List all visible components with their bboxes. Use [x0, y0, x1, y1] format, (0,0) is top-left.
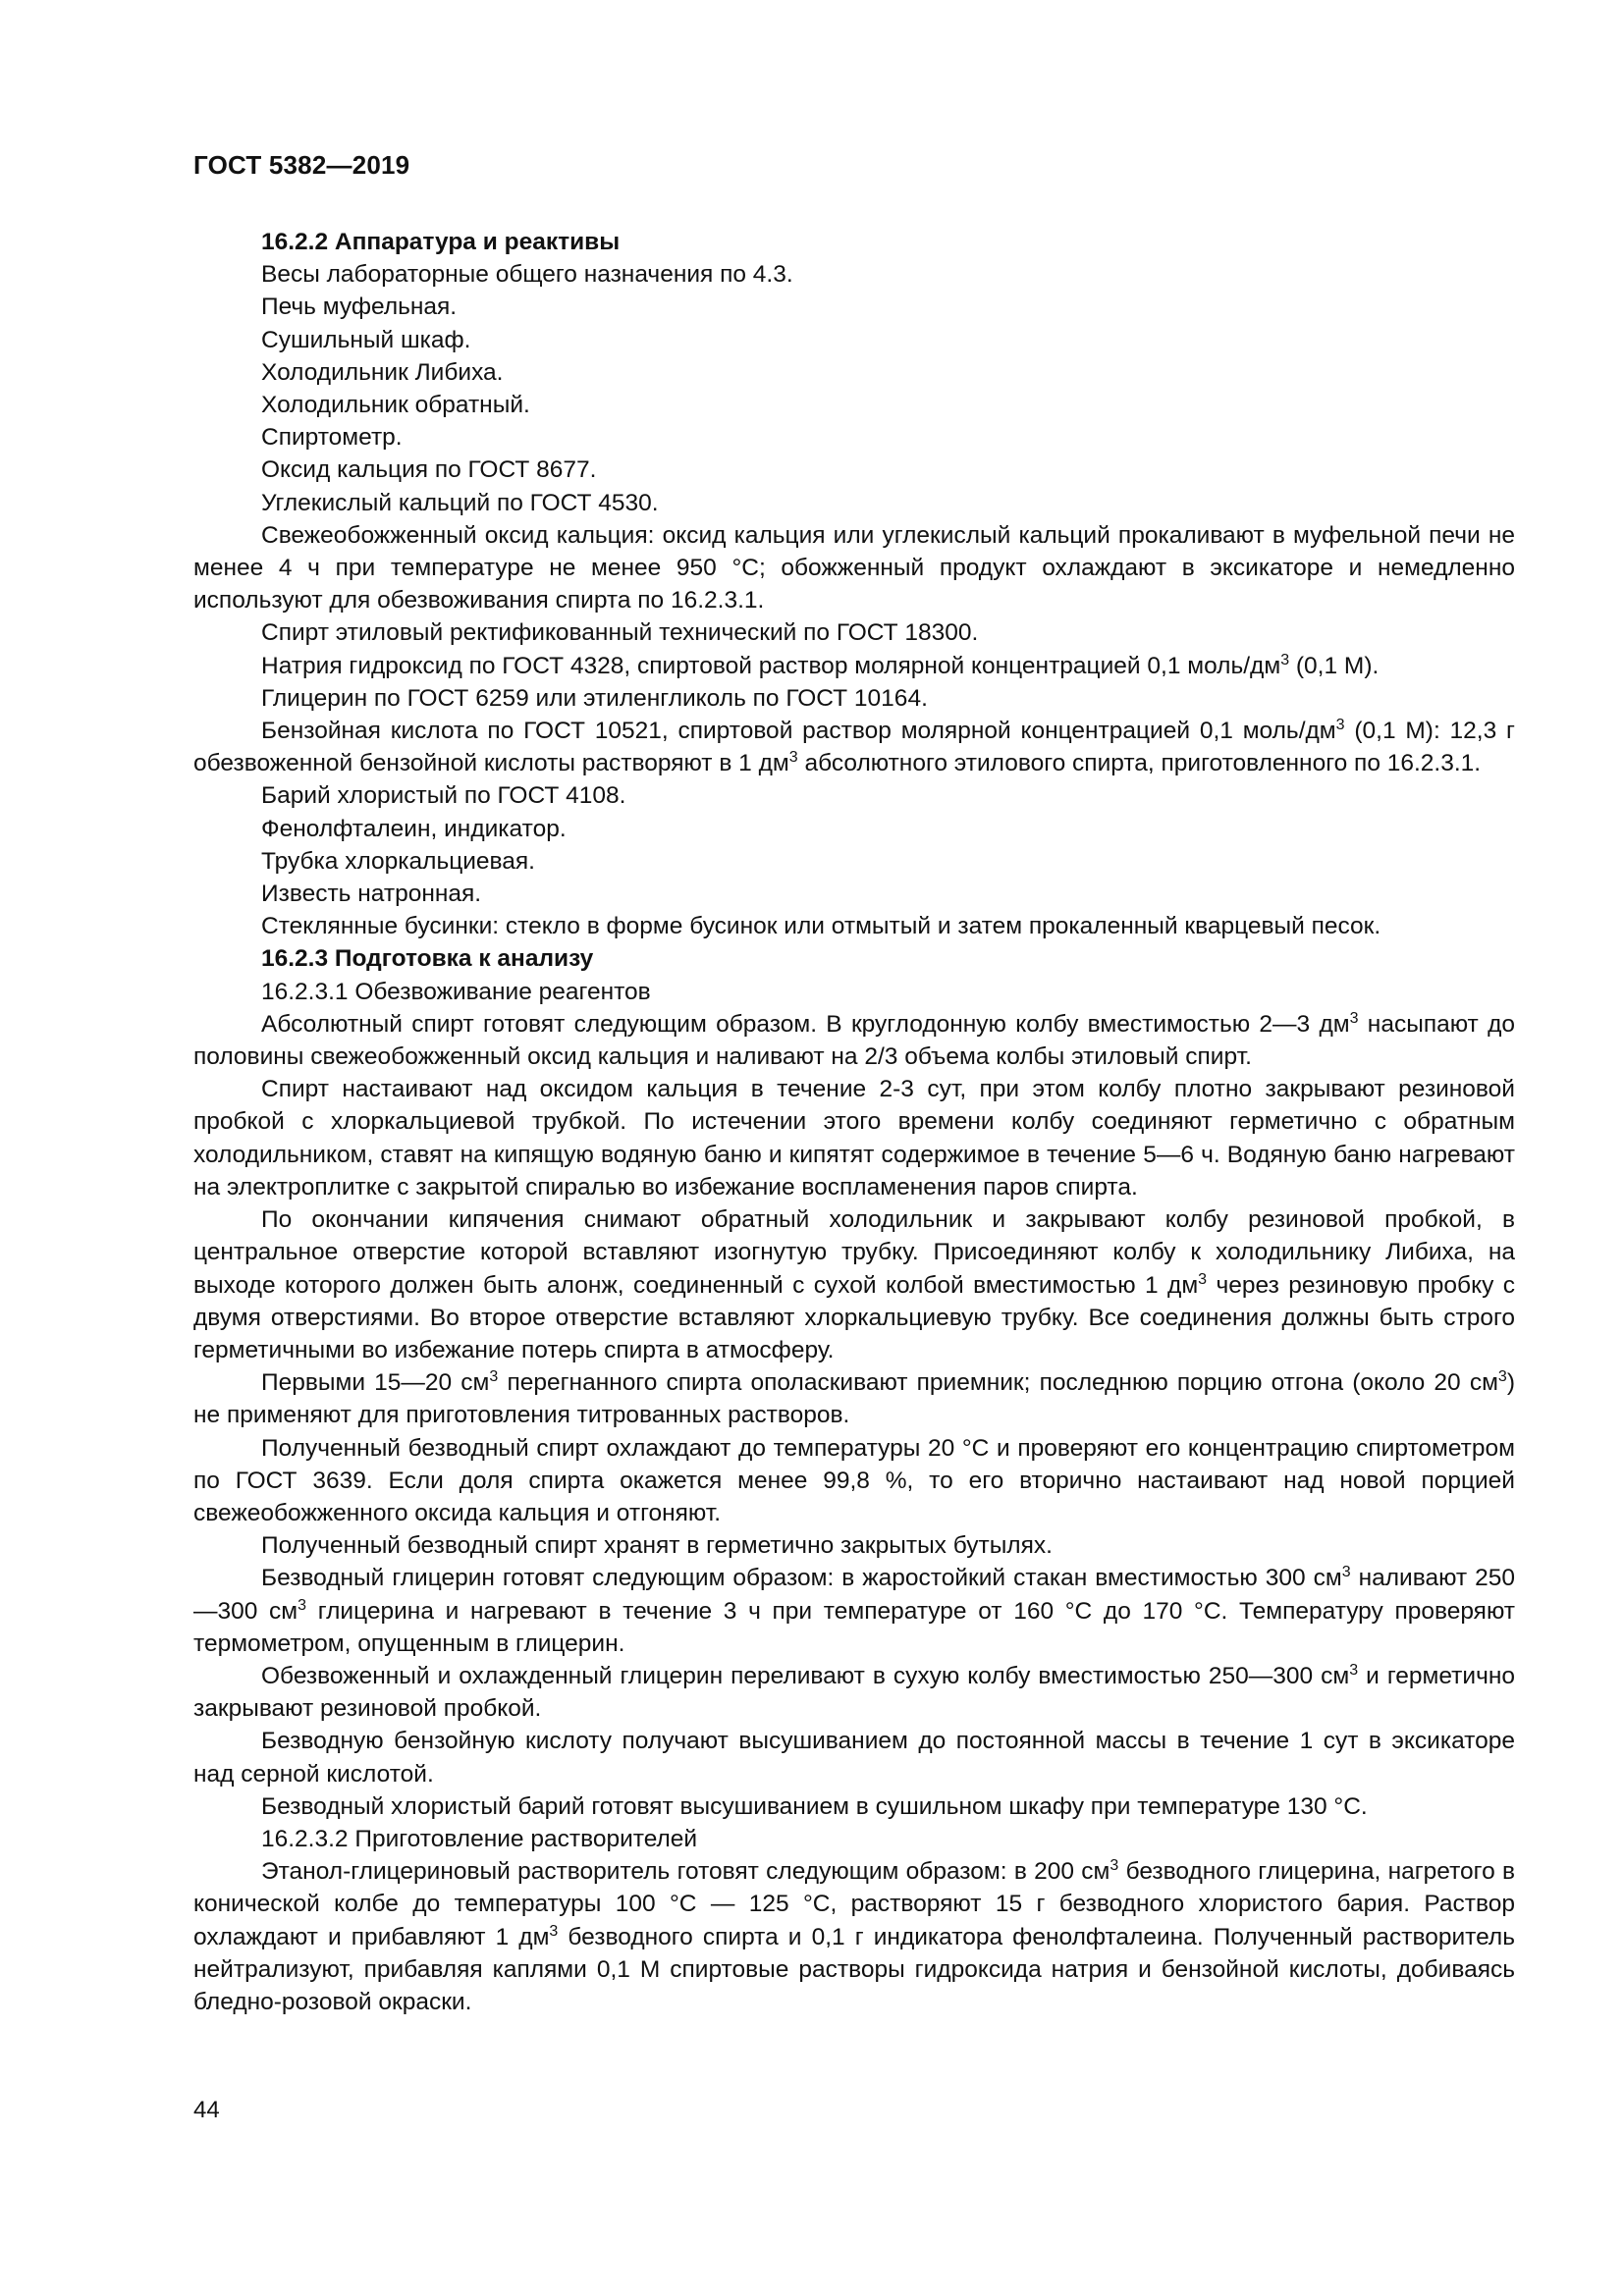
paragraph: Безводный глицерин готовят следующим образом: в жаростойкий стакан вместимостью 300 $см^3$ наливают 250—300 $см^3$ глицерина и нагревают в течение 3 ч при температуре от 160 °С до 170 °С. Температуру проверяют термометром, опущенным в глицерин.: [193, 1564, 1516, 1657]
paragraph: Натрия гидроксид по ГОСТ 4328, спиртовой раствор молярной концентрацией 0,1 моль/$дм^3$ (0,1 М).: [261, 651, 1380, 679]
section-heading: 16.2.2 Аппаратура и реактивы: [261, 229, 621, 255]
paragraph: Спирт этиловый ректификованный технический по ГОСТ 18300.: [261, 619, 979, 647]
paragraph: Свежеобожженный оксид кальция: оксид кальция или углекислый кальций прокаливают в муфельной печи не менее 4 ч при температуре не менее 950 °С; обожженный продукт охлаждают в эксикаторе и немедленно используют для обезвоживания спирта по 16.2.3.1.: [193, 521, 1515, 614]
paragraph: Холодильник Либиха.: [261, 358, 504, 386]
paragraph: 16.2.3.2 Приготовление растворителей: [261, 1825, 698, 1852]
paragraph: Полученный безводный спирт охлаждают до температуры 20 °С и проверяют его концентрацию спиртометром по ГОСТ 3639. Если доля спирта окажется менее 99,8 %, то его вторично настаивают над новой порцией свежеобожженного оксида кальция и отгоняют.: [193, 1434, 1515, 1526]
paragraph: Барий хлористый по ГОСТ 4108.: [261, 782, 626, 810]
paragraph: Безводную бензойную кислоту получают высушиванием до постоянной массы в течение 1 сут в эксикаторе над серной кислотой.: [193, 1728, 1515, 1788]
paragraph: Этанол-глицериновый растворитель готовят следующим образом: в 200 $см^3$ безводного глицерина, нагретого в конической колбе до температуры 100 °С — 125 °С, растворяют 15 г безводного хлористого бария. Раствор охлаждают и прибавляют 1 $дм^3$ безводного спирта и 0,1 г индикатора фенолфталеина. Полученный растворитель нейтрализуют, прибавляя каплями 0,1 М спиртовые растворы гидроксида натрия и бензойной кислоты, добиваясь бледно-розовой окраски.: [193, 1857, 1515, 2015]
paragraph: 16.2.3.1 Обезвоживание реагентов: [261, 978, 651, 1005]
paragraph: Известь натронная.: [261, 881, 482, 908]
paragraph: Спиртометр.: [261, 424, 403, 452]
paragraph: Абсолютный спирт готовят следующим образом. В круглодонную колбу вместимостью 2—3 $дм^3$ насыпают до половины свежеобожженный оксид кальция и наливают на 2/3 объема колбы этиловый спирт.: [193, 1009, 1515, 1071]
paragraph: Бензойная кислота по ГОСТ 10521, спиртовой раствор молярной концентрацией 0,1 моль/$дм^3$ (0,1 М): 12,3 г обезвоженной бензойной кислоты растворяют в 1 $дм^3$ абсолютного этилового спирта, приготовленного по 16.2.3.1.: [193, 717, 1515, 777]
paragraph: Печь муфельная.: [261, 294, 458, 321]
body-text: [193, 226, 1515, 2018]
paragraph: Холодильник обратный.: [261, 392, 530, 419]
paragraph: Фенолфталеин, индикатор.: [261, 815, 567, 842]
paragraph: Глицерин по ГОСТ 6259 или этиленгликоль по ГОСТ 10164.: [261, 684, 928, 712]
paragraph: Обезвоженный и охлажденный глицерин переливают в сухую колбу вместимостью 250—300 $см^3$ и герметично закрывают резиновой пробкой.: [193, 1661, 1515, 1723]
paragraph: Трубка хлоркальциевая.: [261, 847, 535, 875]
document-id-header: ГОСТ 5382—2019: [193, 150, 410, 180]
paragraph: Спирт настаивают над оксидом кальция в течение 2-3 сут, при этом колбу плотно закрывают резиновой пробкой с хлоркальциевой трубкой. По истечении этого времени колбу соединяют герметично с обратным холодильником, ставят на кипящую водяную баню и кипятят содержимое в течение 5—6 ч. Водяную баню нагревают на электроплитке с закрытой спиралью во избежание воспламенения паров спирта.: [193, 1076, 1515, 1201]
paragraph: Безводный хлористый барий готовят высушиванием в сушильном шкафу при температуре 130 °С.: [261, 1792, 1368, 1820]
paragraph: Оксид кальция по ГОСТ 8677.: [261, 456, 597, 484]
section-heading: 16.2.3 Подготовка к анализу: [261, 945, 594, 973]
paragraph: Первыми 15—20 $см^3$ перегнанного спирта ополаскивают приемник; последнюю порцию отгона (около 20 $см^3$) не применяют для приготовления титрованных растворов.: [193, 1368, 1515, 1429]
paragraph: Полученный безводный спирт хранят в герметично закрытых бутылях.: [261, 1532, 1053, 1560]
paragraph: Сушильный шкаф.: [261, 326, 471, 353]
paragraph: Углекислый кальций по ГОСТ 4530.: [261, 489, 659, 516]
paragraph: По окончании кипячения снимают обратный холодильник и закрывают колбу резиновой пробкой, в центральное отверстие которой вставляют изогнутую трубку. Присоединяют колбу к холодильнику Либиха, на выходе которого должен быть алонж, соединенный с сухой колбой вместимостью 1 $дм^3$ через резиновую пробку с двумя отверстиями. Во второе отверстие вставляют хлоркальциевую трубку. Все соединения должны быть строго герметичными во избежание потерь спирта в атмосферу.: [193, 1206, 1515, 1363]
paragraph: Стеклянные бусинки: стекло в форме бусинок или отмытый и затем прокаленный кварцевый песок.: [261, 913, 1381, 940]
paragraph: Весы лабораторные общего назначения по 4.3.: [261, 261, 793, 289]
page-number: 44: [193, 2097, 220, 2123]
